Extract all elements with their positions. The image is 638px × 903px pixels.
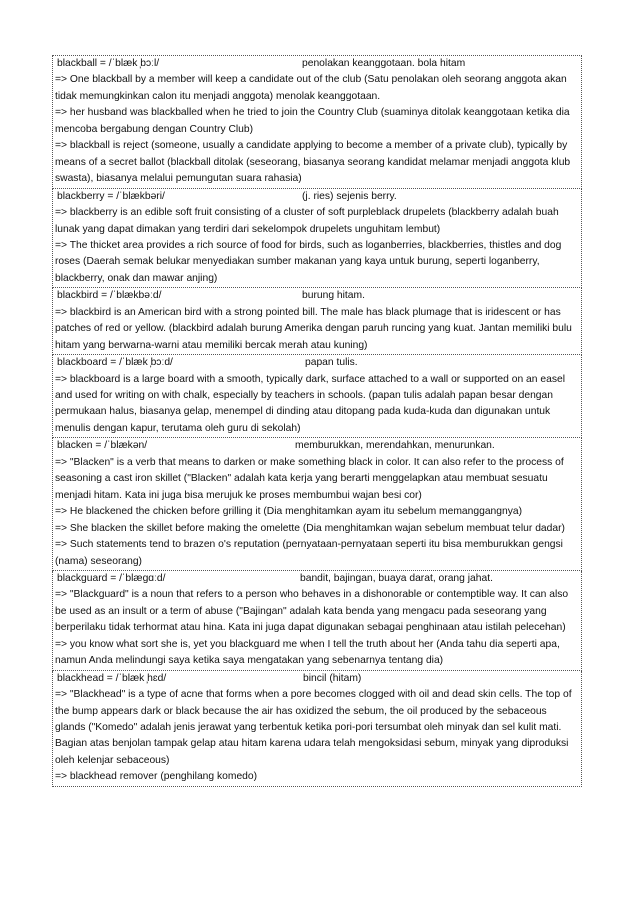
- example-line: => She blacken the skillet before making the omelette (Dia menghitamkan wajan sebelum membuat telur dadar): [55, 522, 565, 534]
- entry-word: blackbird = /ˈblækbəːd/: [57, 290, 162, 302]
- example-line: => The thicket area provides a rich source of food for birds, such as loganberries, blackberries, thistles and dog roses (Daerah semak belukar menyediakan sumber makanan yang kaya untuk burung, seperti loganberry, blackberry, onak dan mawar anjing): [55, 239, 562, 284]
- dictionary-entry: [52, 189, 582, 289]
- entry-word: blackboard = /ˈblæk ̦bɔːd/: [57, 357, 173, 369]
- entry-heading: [55, 189, 579, 205]
- example-line: => blackberry is an edible soft fruit consisting of a cluster of soft purpleblack drupelets (blackberry adalah buah lunak yang dapat dimakan yang terdiri dari sekelompok drupelets unguhitam lembut): [55, 207, 559, 235]
- dictionary-entry: [52, 288, 582, 355]
- example-line: => Such statements tend to brazen o's reputation (pernyataan-pernyataan seperti itu bisa memburukkan gengsi (nama) seseorang): [55, 539, 563, 567]
- entry-translation: (j. ries) sejenis berry.: [302, 190, 397, 202]
- entry-heading: [55, 438, 579, 454]
- entry-word: blackberry = /ˈblækbəri/: [57, 190, 165, 202]
- dictionary-entry: [52, 55, 582, 189]
- example-line: => blackball is reject (someone, usually a candidate applying to become a member of a private club), typically by means of a secret ballot (blackball ditolak (seseorang, biasanya seorang kandidat melamar menjadi anggota klub swasta), biasanya melalui pemungutan suara rahasia): [55, 140, 571, 185]
- entry-word: blackguard = /ˈblægɑːd/: [57, 572, 166, 584]
- entry-heading: [55, 288, 579, 304]
- example-line: => One blackball by a member will keep a candidate out of the club (Satu penolakan oleh seorang anggota akan tidak memungkinkan calon itu menjadi anggota) menolak keanggotaan.: [55, 74, 567, 102]
- example-line: => "Blacken" is a verb that means to darken or make something black in color. It can also refer to the process of seasoning a cast iron skillet ("Blacken" adalah kata kerja yang berarti menggelapkan atau membuat sesuatu menjadi hitam. Kata ini juga bisa merujuk ke proses membumbui wajan besi cor): [55, 456, 564, 501]
- entry-translation: burung hitam.: [302, 290, 365, 302]
- example-line: => blackhead remover (penghilang komedo): [55, 771, 258, 783]
- entry-word: blackhead = /ˈblæk ̦hɛd/: [57, 672, 167, 684]
- entry-translation: memburukkan, merendahkan, menurunkan.: [295, 440, 495, 452]
- dictionary-entry: [52, 438, 582, 571]
- entry-translation: papan tulis.: [305, 357, 358, 369]
- example-line: => you know what sort she is, yet you blackguard me when I tell the truth about her (Anda tahu dia seperti apa, namun Anda melindungi saya ketika saya mengatakan yang sebenarnya tentang dia): [55, 638, 560, 667]
- dictionary-entry: [52, 571, 582, 671]
- example-line: => blackboard is a large board with a smooth, typically dark, surface attached to a wall or supported on an easel and used for writing on with chalk, especially by teachers in schools. (papan tulis adalah papan besar dengan permukaan halus, biasanya gelap, menempel di dinding atau ditopang pada kuda-kuda dan digunakan untuk menulis dengan kapur, terutama oleh guru di sekolah): [55, 373, 565, 434]
- example-line: => blackbird is an American bird with a strong pointed bill. The male has black plumage that is iridescent or has patches of red or yellow. (blackbird adalah burung Amerika dengan paruh runcing yang kuat. Jantan memiliki bulu hitam yang berwarna-warni atau memiliki bercak merah atau kuning): [55, 306, 572, 351]
- example-line: => "Blackguard" is a noun that refers to a person who behaves in a dishonorable or contemptible way. It can also be used as an insult or a term of abuse ("Bajingan" adalah kata benda yang mengacu pada seseorang yang berperilaku tidak terhormat atau hina. Kata ini juga dapat digunakan sebagai penghinaan atau istilah pelecehan): [55, 589, 569, 634]
- dictionary-entry: [52, 671, 582, 787]
- entry-word: blacken = /ˈblækən/: [57, 440, 148, 452]
- entry-heading: [55, 355, 579, 371]
- entry-heading: [55, 571, 579, 587]
- example-line: => her husband was blackballed when he tried to join the Country Club (suaminya ditolak keanggotaan ketika dia mencoba bergabung dengan Country Club): [55, 107, 570, 135]
- dictionary-entry: [52, 355, 582, 438]
- entry-word: blackball = /ˈblæk ̦bɔːl/: [57, 58, 160, 69]
- dictionary-page: [52, 55, 582, 787]
- entry-translation: penolakan keanggotaan. bola hitam: [302, 58, 466, 69]
- entry-translation: bandit, bajingan, buaya darat, orang jahat.: [300, 572, 493, 584]
- example-line: => "Blackhead" is a type of acne that forms when a pore becomes clogged with oil and dead skin cells. The top of the bump appears dark or black because the air has oxidized the sebum, the oil produced by the sebaceous glands ("Komedo" adalah jenis jerawat yang terbentuk ketika pori-pori tersumbat oleh minyak dan sel kulit mati. Bagian atas benjolan tampak gelap atau hitam karena udara telah mengoksidasi sebum, minyak yang diproduksi oleh kelenjar sebaceous): [55, 689, 572, 766]
- entry-heading: [55, 671, 579, 687]
- entry-translation: bincil (hitam): [303, 672, 362, 684]
- example-line: => He blackened the chicken before grilling it (Dia menghitamkan ayam itu sebelum memanggangnya): [55, 506, 523, 518]
- entry-heading: [55, 56, 579, 72]
